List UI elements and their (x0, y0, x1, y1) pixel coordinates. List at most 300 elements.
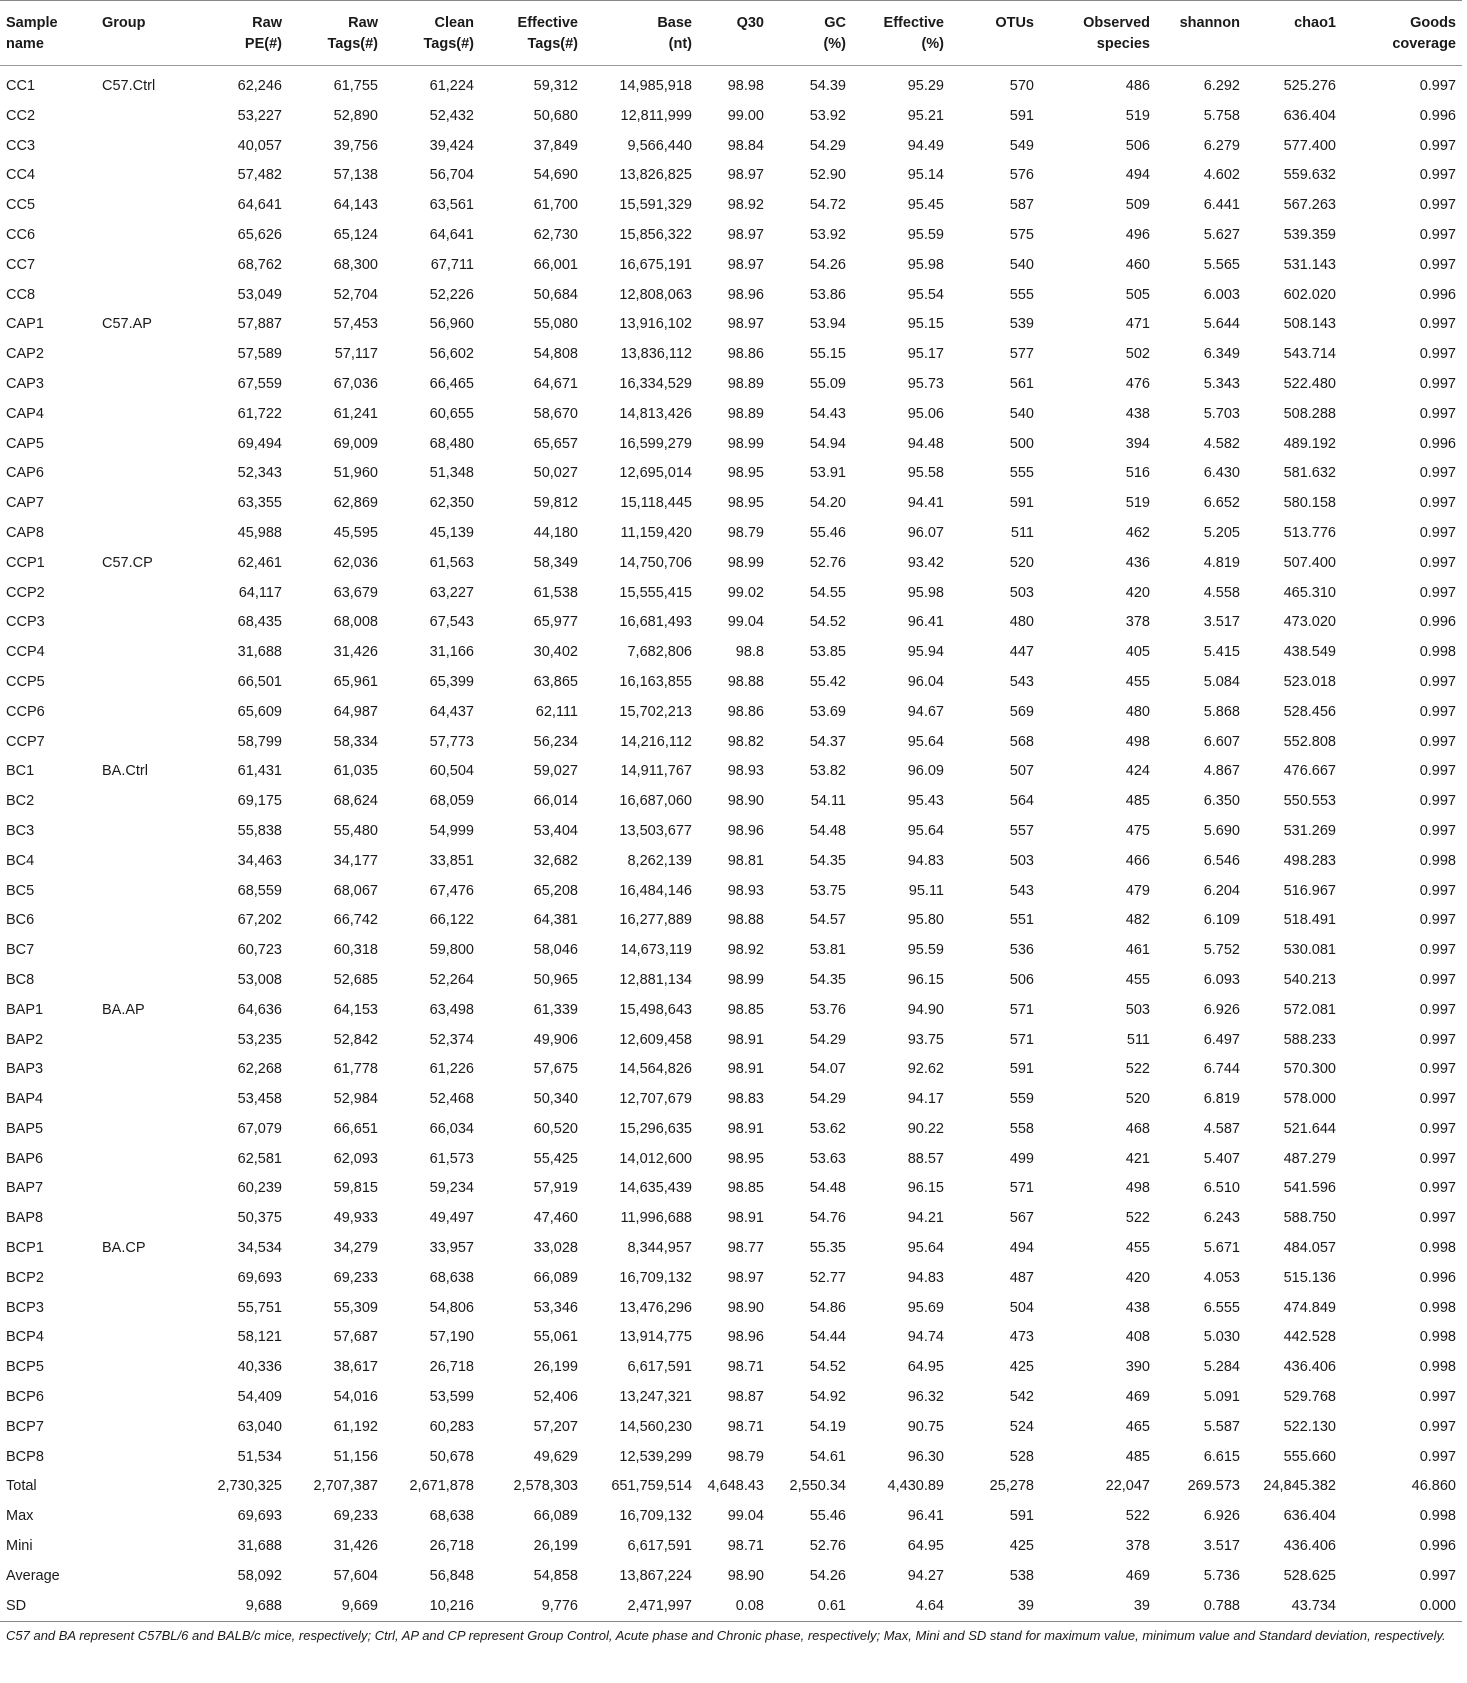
table-cell: 95.15 (907, 316, 944, 333)
table-cell: 442.528 (1283, 1329, 1336, 1346)
table-cell: 66,651 (333, 1120, 378, 1137)
table-cell: 4.64 (852, 1592, 950, 1622)
table-cell: 49,497 (429, 1210, 474, 1227)
column-header-line1: Effective (883, 15, 944, 31)
table-cell: 61,431 (237, 763, 282, 780)
table-cell: 98.92 (727, 942, 764, 959)
table-row (0, 1562, 1462, 1592)
group-cell (96, 1562, 192, 1592)
table-cell: 52,984 (333, 1091, 378, 1108)
table-cell: 68,300 (333, 256, 378, 273)
table-cell: 541.596 (1283, 1180, 1336, 1197)
table-cell: 506 (1009, 971, 1034, 988)
table-cell: 95.06 (907, 405, 944, 422)
table-cell: 479 (1125, 882, 1150, 899)
table-cell: 55,480 (333, 822, 378, 839)
table-cell: 30,402 (533, 644, 578, 661)
table-cell: 14,750,706 (619, 554, 692, 571)
table-cell: 61,192 (333, 1418, 378, 1435)
group-cell (96, 817, 192, 847)
table-cell: 13,914,775 (619, 1329, 692, 1346)
sample-name-cell: CCP1 (6, 554, 45, 571)
table-cell: 57,190 (429, 1329, 474, 1346)
column-header-line1: Goods (1410, 15, 1456, 31)
table-cell: 5.752 (1203, 942, 1240, 959)
table-cell: 98.71 (727, 1538, 764, 1555)
table-cell: 16,675,191 (619, 256, 692, 273)
table-cell: 12,811,999 (620, 107, 692, 124)
group-cell: BA.Ctrl (102, 763, 148, 780)
table-cell: 55.42 (809, 673, 846, 690)
table-cell: 58,349 (533, 554, 578, 571)
table-cell: 538 (1009, 1567, 1034, 1584)
sample-name-cell: BC6 (6, 912, 35, 929)
table-cell: 31,688 (237, 644, 282, 661)
table-cell: 591 (1009, 1061, 1034, 1078)
table-cell: 54.19 (809, 1418, 846, 1435)
table-cell: 52,468 (429, 1091, 474, 1108)
table-cell: 69,693 (237, 1269, 282, 1286)
table-row (0, 132, 1462, 162)
table-cell: 65,961 (333, 673, 378, 690)
table-cell: 494 (1125, 167, 1150, 184)
table-cell: 506 (1125, 137, 1150, 154)
table-cell: 482 (1125, 912, 1150, 929)
table-cell: 95.98 (907, 584, 944, 601)
table-cell: 52.76 (809, 554, 846, 571)
table-cell: 0.996 (1419, 107, 1456, 124)
table-cell: 52.77 (809, 1269, 846, 1286)
table-cell: 54,806 (429, 1299, 474, 1316)
table-cell: 39,424 (429, 137, 474, 154)
group-cell (96, 579, 192, 609)
table-cell: 508.288 (1283, 405, 1336, 422)
table-cell: 499 (1009, 1150, 1034, 1167)
table-cell: 53,599 (429, 1389, 474, 1406)
table-row (0, 519, 1462, 549)
table-cell: 6.350 (1203, 793, 1240, 810)
table-cell: 52,685 (333, 971, 378, 988)
table-cell: 0.997 (1419, 405, 1456, 422)
table-cell: 98.83 (727, 1091, 764, 1108)
table-cell: 57,453 (333, 316, 378, 333)
table-cell: 0.997 (1419, 1001, 1456, 1018)
table-cell: 57,675 (533, 1061, 578, 1078)
table-cell: 0.997 (1419, 375, 1456, 392)
table-cell: 94.83 (907, 852, 944, 869)
table-cell: 567 (1009, 1210, 1034, 1227)
table-cell: 542 (1009, 1389, 1034, 1406)
table-row (0, 251, 1462, 281)
column-header (192, 1, 288, 66)
group-cell (96, 638, 192, 668)
table-cell: 0.997 (1419, 703, 1456, 720)
table-cell: 52,890 (333, 107, 378, 124)
table-cell: 588.750 (1283, 1210, 1336, 1227)
table-cell: 65,657 (533, 435, 578, 452)
table-cell: 66,742 (333, 912, 378, 929)
table-cell: 98.97 (727, 167, 764, 184)
table-cell: 33,957 (429, 1240, 474, 1257)
table-cell: 6.349 (1203, 346, 1240, 363)
table-cell: 511 (1010, 524, 1034, 541)
table-cell: 571 (1009, 1001, 1034, 1018)
table-cell: 94.41 (907, 495, 944, 512)
table-cell: 64,641 (429, 226, 474, 243)
table-cell: 5.407 (1203, 1150, 1240, 1167)
table-cell: 69,233 (333, 1269, 378, 1286)
group-cell (96, 340, 192, 370)
table-cell: 99.02 (727, 584, 764, 601)
table-cell: 64.95 (907, 1359, 944, 1376)
table-cell: 0.997 (1419, 1448, 1456, 1465)
table-cell: 425 (1009, 1538, 1034, 1555)
table-cell: 522.130 (1283, 1418, 1336, 1435)
table-cell: 64,671 (533, 375, 578, 392)
table-cell: 61,778 (333, 1061, 378, 1078)
table-cell: 34,463 (237, 852, 282, 869)
table-cell: 96.32 (907, 1389, 944, 1406)
table-cell: 55,309 (333, 1299, 378, 1316)
column-header (0, 1, 96, 66)
column-header-line1: Raw (348, 15, 378, 31)
table-cell: 61,339 (533, 1001, 578, 1018)
table-cell: 0.997 (1419, 256, 1456, 273)
table-cell: 636.404 (1283, 1508, 1336, 1525)
sample-name-cell: CC7 (6, 256, 36, 273)
table-cell: 54.07 (809, 1061, 846, 1078)
table-cell: 52,264 (429, 971, 474, 988)
table-cell: 469 (1125, 1567, 1150, 1584)
table-cell: 53.94 (809, 316, 846, 333)
table-cell: 436.406 (1283, 1538, 1336, 1555)
table-cell: 96.41 (907, 614, 944, 631)
table-cell: 0.997 (1419, 673, 1456, 690)
table-cell: 494 (1009, 1240, 1034, 1257)
table-cell: 13,247,321 (619, 1389, 692, 1406)
table-row (0, 698, 1462, 728)
table-cell: 0.08 (698, 1592, 770, 1622)
column-header (770, 1, 852, 66)
table-cell: 65,208 (533, 882, 578, 899)
sample-name-cell: BAP8 (6, 1210, 44, 1227)
table-cell: 52,704 (333, 286, 378, 303)
table-cell: 570.300 (1283, 1061, 1336, 1078)
table-cell: 0.997 (1419, 942, 1456, 959)
table-cell: 539.359 (1283, 226, 1336, 243)
table-cell: 0.997 (1419, 465, 1456, 482)
table-row (0, 1174, 1462, 1204)
table-cell: 14,985,918 (619, 78, 692, 94)
table-cell: 4.558 (1203, 584, 1240, 601)
table-cell: 485 (1125, 793, 1150, 810)
group-cell (96, 1443, 192, 1473)
table-cell: 64,437 (429, 703, 474, 720)
table-cell: 68,559 (237, 882, 282, 899)
table-cell: 57,589 (237, 346, 282, 363)
table-cell: 0.997 (1419, 167, 1456, 184)
table-cell: 54.61 (809, 1448, 846, 1465)
table-cell: 518.491 (1283, 912, 1336, 929)
table-cell: 63,498 (429, 1001, 474, 1018)
table-cell: 52.90 (809, 167, 846, 184)
table-cell: 52,842 (333, 1031, 378, 1048)
table-cell: 591 (1009, 107, 1034, 124)
table-cell: 4.582 (1203, 435, 1240, 452)
table-cell: 62,461 (237, 554, 282, 571)
table-row (0, 728, 1462, 758)
table-row (0, 281, 1462, 311)
table-row (0, 1592, 1462, 1622)
table-cell: 58,670 (533, 405, 578, 422)
table-cell: 6.204 (1203, 882, 1240, 899)
table-cell: 40,336 (237, 1359, 282, 1376)
table-cell: 60,239 (237, 1180, 282, 1197)
table-cell: 543.714 (1283, 346, 1336, 363)
table-cell: 509 (1125, 197, 1150, 214)
table-cell: 6,617,591 (627, 1359, 692, 1376)
table-cell: 54.72 (809, 197, 846, 214)
column-header-line1: Group (102, 15, 146, 31)
table-cell: 14,564,826 (619, 1061, 692, 1078)
group-cell (96, 1413, 192, 1443)
table-cell: 421 (1125, 1150, 1150, 1167)
table-cell: 57,117 (334, 346, 378, 363)
table-cell: 53.92 (809, 107, 846, 124)
table-cell: 0.997 (1419, 197, 1456, 214)
table-cell: 98.95 (727, 495, 764, 512)
table-row (0, 936, 1462, 966)
table-cell: 559.632 (1283, 167, 1336, 184)
table-cell: 26,199 (533, 1359, 578, 1376)
table-cell: 13,826,825 (619, 167, 692, 184)
group-cell (96, 1145, 192, 1175)
column-header-line1: Q30 (736, 15, 764, 31)
sample-name-cell: BCP6 (6, 1389, 44, 1406)
table-cell: 469 (1125, 1389, 1150, 1406)
table-cell: 543 (1009, 882, 1034, 899)
table-cell: 15,702,213 (619, 703, 692, 720)
table-cell: 487 (1009, 1269, 1034, 1286)
group-cell (96, 1294, 192, 1324)
group-cell (96, 1204, 192, 1234)
table-cell: 63,355 (237, 495, 282, 512)
table-cell: 68,624 (333, 793, 378, 810)
table-row (0, 668, 1462, 698)
table-cell: 65,609 (237, 703, 282, 720)
table-cell: 50,678 (429, 1448, 474, 1465)
table-cell: 39 (1040, 1592, 1156, 1622)
table-cell: 64,153 (333, 1001, 378, 1018)
table-cell: 52,374 (429, 1031, 474, 1048)
table-cell: 68,067 (333, 882, 378, 899)
table-cell: 5.084 (1203, 673, 1240, 690)
table-cell: 516.967 (1283, 882, 1336, 899)
group-cell (96, 1502, 192, 1532)
table-row (0, 221, 1462, 251)
table-cell: 66,122 (429, 912, 474, 929)
table-cell: 26,718 (429, 1538, 474, 1555)
table-cell: 95.43 (907, 793, 944, 810)
group-cell (96, 251, 192, 281)
table-cell: 39 (950, 1592, 1040, 1622)
table-cell: 68,638 (429, 1508, 474, 1525)
table-cell: 98.91 (727, 1061, 764, 1078)
table-cell: 59,312 (533, 78, 578, 94)
table-cell: 6.615 (1203, 1448, 1240, 1465)
table-cell: 62,093 (333, 1150, 378, 1167)
table-cell: 58,121 (237, 1329, 282, 1346)
table-cell: 96.41 (907, 1508, 944, 1525)
table-cell: 62,730 (533, 226, 578, 243)
table-cell: 0.996 (1419, 614, 1456, 631)
group-cell (96, 370, 192, 400)
table-cell: 651,759,514 (611, 1478, 692, 1495)
table-cell: 62,350 (429, 495, 474, 512)
table-cell: 90.75 (907, 1418, 944, 1435)
table-cell: 14,216,112 (620, 733, 692, 750)
group-cell (96, 1592, 192, 1622)
table-cell: 60,504 (429, 763, 474, 780)
table-cell: 420 (1125, 1269, 1150, 1286)
sample-name-cell: Max (6, 1508, 34, 1525)
table-cell: 390 (1125, 1359, 1150, 1376)
table-cell: 474.849 (1283, 1299, 1336, 1316)
table-cell: 53.91 (809, 465, 846, 482)
table-cell: 53.86 (809, 286, 846, 303)
sample-name-cell: CC3 (6, 137, 36, 154)
table-cell: 52,406 (533, 1389, 578, 1406)
table-cell: 507 (1009, 763, 1034, 780)
header-row (0, 1, 1462, 66)
table-cell: 62,268 (237, 1061, 282, 1078)
table-row (0, 370, 1462, 400)
table-cell: 498 (1125, 733, 1150, 750)
table-cell: 528.456 (1283, 703, 1336, 720)
table-cell: 55,425 (533, 1150, 578, 1167)
group-cell: BA.AP (102, 1001, 145, 1018)
table-cell: 4.867 (1203, 763, 1240, 780)
table-cell: 588.233 (1283, 1031, 1336, 1048)
table-cell: 96.07 (907, 524, 944, 541)
table-cell: 394 (1125, 435, 1150, 452)
column-header-line1: Observed (1083, 15, 1150, 31)
table-row (0, 191, 1462, 221)
table-cell: 68,480 (429, 435, 474, 452)
table-row (0, 459, 1462, 489)
column-header-line1: shannon (1179, 15, 1240, 31)
sample-name-cell: BAP2 (6, 1031, 44, 1048)
group-cell (96, 1383, 192, 1413)
table-row (0, 817, 1462, 847)
table-cell: 5.284 (1203, 1359, 1240, 1376)
table-cell: 5.091 (1203, 1389, 1240, 1406)
table-cell: 63,040 (237, 1418, 282, 1435)
table-cell: 60,283 (429, 1418, 474, 1435)
table-row (0, 1294, 1462, 1324)
table-cell: 53.69 (809, 703, 846, 720)
table-cell: 95.98 (907, 256, 944, 273)
table-cell: 67,711 (430, 256, 474, 273)
sample-name-cell: CCP3 (6, 614, 45, 631)
table-cell: 9,669 (288, 1592, 384, 1622)
sample-name-cell: BAP6 (6, 1150, 44, 1167)
table-cell: 555 (1009, 286, 1034, 303)
table-cell: 99.04 (727, 614, 764, 631)
table-cell: 98.86 (727, 703, 764, 720)
table-cell: 54,808 (533, 346, 578, 363)
column-header (96, 1, 192, 66)
table-cell: 98.90 (727, 1567, 764, 1584)
table-cell: 61,755 (333, 78, 378, 94)
table-row (0, 579, 1462, 609)
table-cell: 68,638 (429, 1269, 474, 1286)
table-cell: 522.480 (1283, 375, 1336, 392)
table-cell: 55.46 (809, 1508, 846, 1525)
sample-name-cell: CAP4 (6, 405, 44, 422)
table-row (0, 1413, 1462, 1443)
table-cell: 95.80 (907, 912, 944, 929)
table-cell: 5.030 (1203, 1329, 1240, 1346)
sample-name-cell: BCP5 (6, 1359, 44, 1376)
table-cell: 4.819 (1203, 554, 1240, 571)
sample-name-cell: CC6 (6, 226, 36, 243)
table-cell: 53,049 (237, 286, 282, 303)
table-cell: 95.58 (907, 465, 944, 482)
sample-name-cell: BC5 (6, 882, 35, 899)
table-cell: 569 (1009, 703, 1034, 720)
table-cell: 530.081 (1283, 942, 1336, 959)
table-cell: 0.998 (1419, 852, 1456, 869)
sample-name-cell: CAP1 (6, 316, 44, 333)
table-cell: 561 (1009, 375, 1034, 392)
table-cell: 90.22 (907, 1120, 944, 1137)
table-cell: 94.48 (907, 435, 944, 452)
table-cell: 378 (1125, 614, 1150, 631)
table-cell: 591 (1009, 495, 1034, 512)
table-cell: 513.776 (1283, 524, 1336, 541)
table-cell: 98.95 (727, 1150, 764, 1167)
table-cell: 0.997 (1419, 1210, 1456, 1227)
column-header (1246, 1, 1342, 66)
table-cell: 65,977 (533, 614, 578, 631)
table-footnote: C57 and BA represent C57BL/6 and BALB/c mice, respectively; Ctrl, AP and CP represent Group Control, Acute phase and Chronic phase, respectively; Max, Mini and SD stand for maximum value, minimum value and Standard deviation, respectively. (6, 1628, 1446, 1644)
sample-name-cell: CC8 (6, 286, 36, 303)
table-cell: 0.998 (1419, 644, 1456, 661)
table-cell: 95.69 (907, 1299, 944, 1316)
table-cell: 540 (1009, 256, 1034, 273)
table-cell: 54.26 (809, 256, 846, 273)
table-cell: 4.587 (1203, 1120, 1240, 1137)
table-cell: 32,682 (533, 852, 578, 869)
table-cell: 6.093 (1203, 971, 1240, 988)
table-cell: 5.205 (1203, 524, 1240, 541)
table-cell: 12,539,299 (619, 1448, 692, 1465)
table-cell: 52,343 (237, 465, 282, 482)
table-cell: 0.997 (1419, 1061, 1456, 1078)
table-cell: 49,906 (533, 1031, 578, 1048)
group-cell (96, 608, 192, 638)
table-cell: 16,599,279 (619, 435, 692, 452)
table-row (0, 1145, 1462, 1175)
table-cell: 567.263 (1283, 197, 1336, 214)
table-cell: 54.57 (809, 912, 846, 929)
table-cell: 16,709,132 (619, 1269, 692, 1286)
table-cell: 16,681,493 (619, 614, 692, 631)
table-cell: 54.35 (809, 852, 846, 869)
table-cell: 96.09 (907, 763, 944, 780)
table-cell: 54.29 (809, 1091, 846, 1108)
